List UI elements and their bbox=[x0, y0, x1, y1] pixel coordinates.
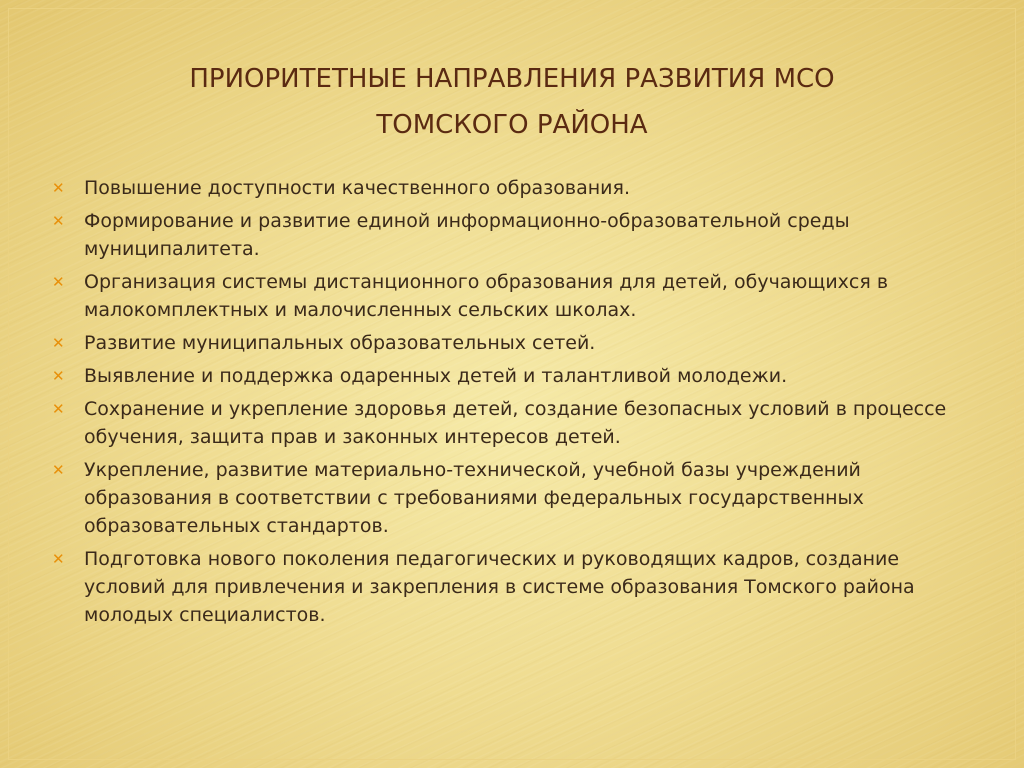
list-item bbox=[46, 207, 986, 263]
list-item-text: Выявление и поддержка одаренных детей и талантливой молодежи. bbox=[84, 365, 788, 387]
list-item bbox=[46, 395, 986, 451]
slide-title-line-1: ПРИОРИТЕТНЫЕ НАПРАВЛЕНИЯ РАЗВИТИЯ МСО bbox=[189, 64, 835, 94]
x-mark-icon: ✕ bbox=[52, 550, 65, 568]
list-item bbox=[46, 545, 986, 629]
list-item bbox=[46, 362, 986, 390]
list-item bbox=[46, 456, 986, 540]
x-mark-icon: ✕ bbox=[52, 212, 65, 230]
list-item-text: Развитие муниципальных образовательных сетей. bbox=[84, 332, 596, 354]
list-item bbox=[46, 174, 986, 202]
x-mark-icon: ✕ bbox=[52, 461, 65, 479]
x-mark-icon: ✕ bbox=[52, 400, 65, 418]
x-mark-icon: ✕ bbox=[52, 179, 65, 197]
list-item-text: Организация системы дистанционного образования для детей, обучающихся в малокомплектных и малочисленных сельских школах. bbox=[84, 271, 889, 321]
slide-title-line-2: ТОМСКОГО РАЙОНА bbox=[376, 110, 648, 140]
list-item-text: Подготовка нового поколения педагогических и руководящих кадров, создание условий для привлечения и закрепления в системе образования Томского района молодых специалистов. bbox=[84, 548, 915, 626]
x-mark-icon: ✕ bbox=[52, 367, 65, 385]
list-item bbox=[46, 329, 986, 357]
list-item-text: Укрепление, развитие материально-технической, учебной базы учреждений образования в соответствии с требованиями федеральных государственных образовательных стандартов. bbox=[84, 459, 864, 537]
slide-title bbox=[80, 56, 944, 148]
list-item-text: Повышение доступности качественного образования. bbox=[84, 177, 630, 199]
x-mark-icon: ✕ bbox=[52, 273, 65, 291]
bullet-list bbox=[46, 174, 986, 634]
list-item-text: Формирование и развитие единой информационно-образовательной среды муниципалитета. bbox=[84, 210, 850, 260]
list-item-text: Сохранение и укрепление здоровья детей, создание безопасных условий в процессе обучения, защита прав и законных интересов детей. bbox=[84, 398, 947, 448]
list-item bbox=[46, 268, 986, 324]
x-mark-icon: ✕ bbox=[52, 334, 65, 352]
